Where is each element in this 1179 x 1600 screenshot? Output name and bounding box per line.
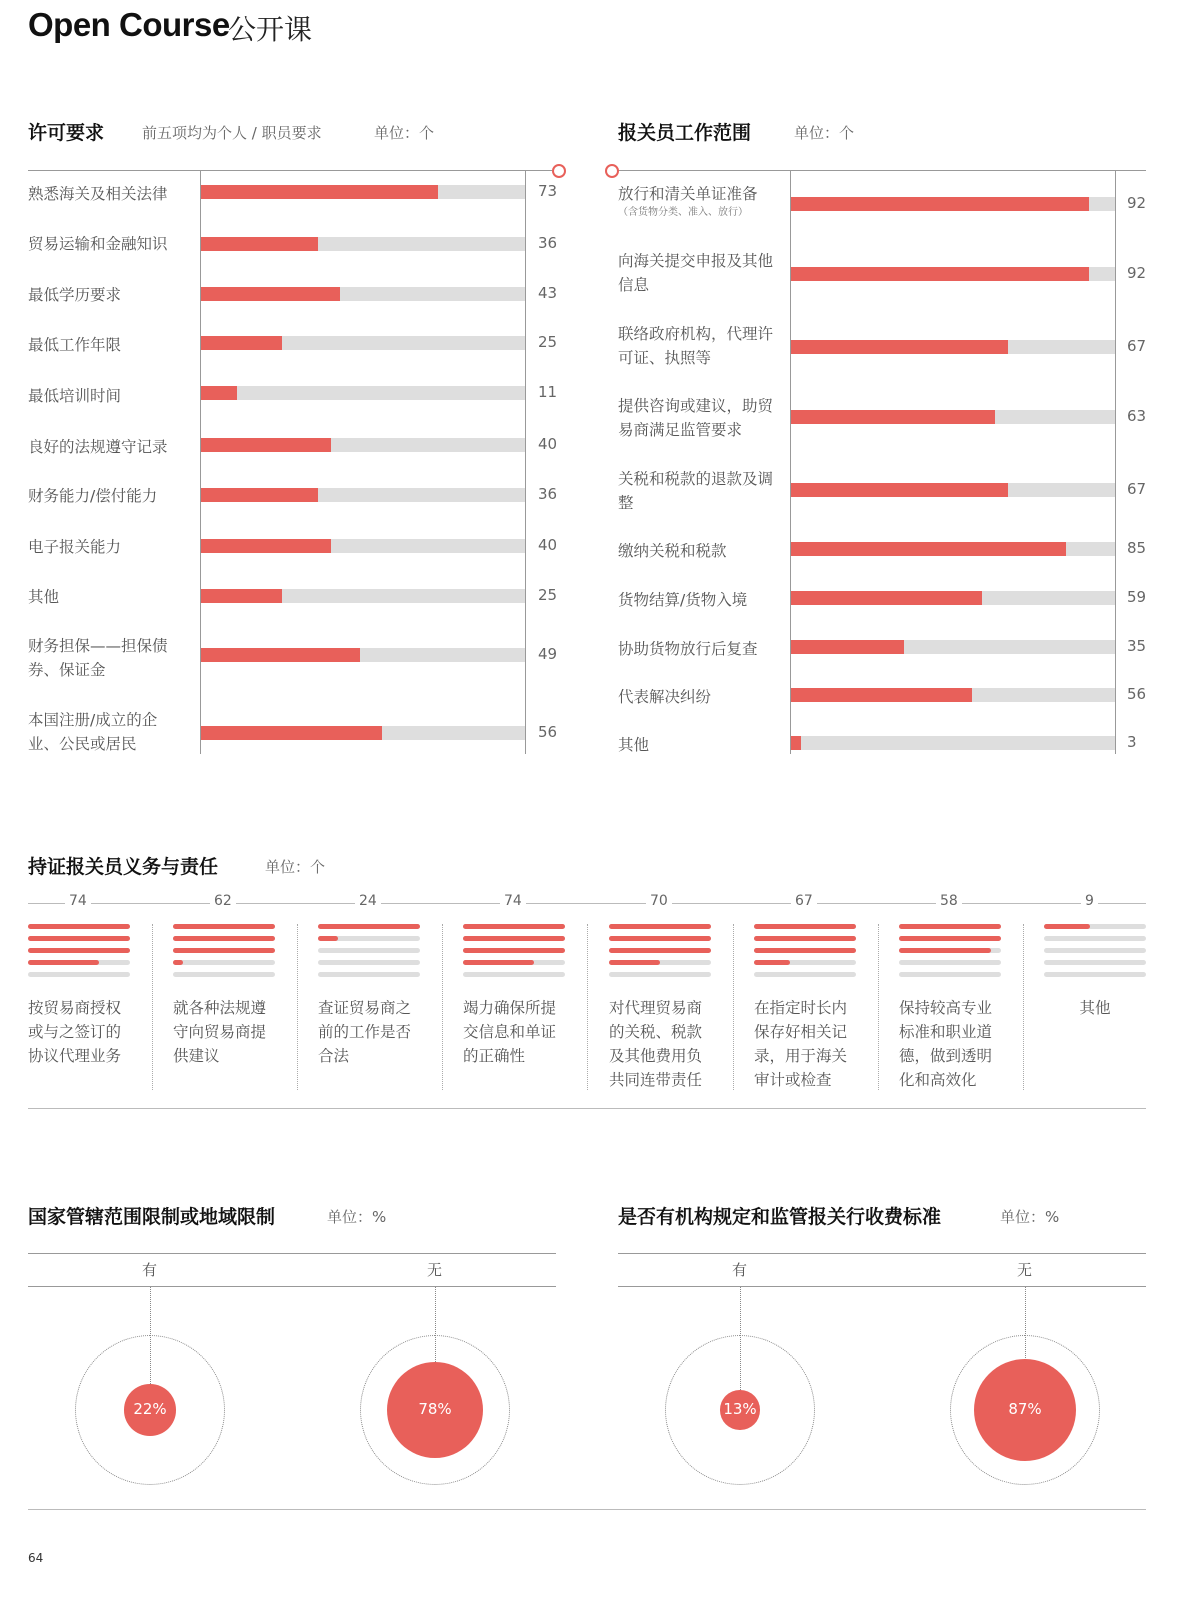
duty-bar [899,936,1001,941]
duty-bar [463,924,565,929]
scope-unit: 单位：个 [794,124,855,142]
duty-track [318,948,420,953]
bar [791,542,1066,556]
duty-track [28,972,130,977]
bar-label [28,283,188,307]
duty-count: 70 [646,893,672,909]
bar-label [618,539,778,563]
duty-bar [173,936,275,941]
duty-track [318,960,420,965]
duty-divider [733,924,734,1090]
bar-label-text: 向海关提交申报及其他信息 [618,252,774,294]
bar-value: 73 [538,182,558,200]
duty-bar [173,924,275,929]
duty-bottom-rule [28,1108,1146,1109]
duty-count: 9 [1081,893,1098,909]
bottom-rule [28,1509,1146,1510]
bar-label-text: 本国注册/成立的企业、公民或居民 [28,711,158,753]
duty-bar [754,936,856,941]
bar-label-text: 关税和税款的退款及调整 [618,470,774,512]
duty-bar [609,948,711,953]
bar-value: 67 [1127,480,1147,498]
duty-track [1044,936,1146,941]
bar-label [28,333,188,357]
duty-label: 其他 [1079,999,1111,1017]
duty-track [899,972,1001,977]
pie-percent: 78% [418,1400,452,1418]
bar-track [201,386,525,400]
bar [791,688,972,702]
jurisdiction-unit: 单位：% [327,1208,387,1226]
duty-count: 67 [791,893,817,909]
bar-label-text: 财务能力/偿付能力 [28,487,158,505]
bar-label-text: 协助货物放行后复查 [618,640,758,658]
bar [201,648,360,662]
scope-top-rule [618,170,1146,171]
bar-value: 35 [1127,637,1147,655]
pie-category: 有 [732,1261,748,1279]
duty-bar [28,936,130,941]
duty-divider [878,924,879,1090]
bar-value: 85 [1127,539,1147,557]
license-endpoint-marker [552,164,566,178]
bar [791,340,1008,354]
duty-track [463,972,565,977]
duty-track [899,960,1001,965]
license-unit: 单位：个 [374,124,435,142]
bar [791,736,801,750]
bar-label [28,384,188,408]
duty-bar [899,948,991,953]
bar-sublabel: （含货物分类、准入、放行） [618,207,748,218]
bar-label [28,634,188,682]
bar-value: 67 [1127,337,1147,355]
duty-label: 竭力确保所提交信息和单证的正确性 [463,999,557,1065]
duty-title: 持证报关员义务与责任 [28,856,219,878]
duty-bar [318,924,420,929]
bar-label [28,535,188,559]
bar [791,483,1008,497]
license-left-axis [200,170,201,754]
duty-unit: 单位：个 [265,858,326,876]
bar-value: 43 [538,284,558,302]
bar-label-text: 贸易运输和金融知识 [28,235,168,253]
bar [201,386,237,400]
bar-label-text: 最低学历要求 [28,286,122,304]
bar-value: 92 [1127,264,1147,282]
page-number: 64 [28,1551,44,1565]
duty-divider [442,924,443,1090]
scope-endpoint-marker [605,164,619,178]
bar [791,410,995,424]
license-right-axis [525,170,526,754]
duty-track [1044,972,1146,977]
bar-value: 56 [538,723,558,741]
duty-track [318,972,420,977]
scope-right-axis [1115,170,1116,754]
bar-value: 36 [538,234,558,252]
duty-bar [463,948,565,953]
duty-count: 24 [355,893,381,909]
bar-track [791,736,1115,750]
duty-bar [609,924,711,929]
bar-label [618,637,778,661]
bar-label-text: 其他 [28,588,60,606]
duty-divider [1023,924,1024,1090]
duty-bar [173,960,183,965]
duty-label: 对代理贸易商的关税、税款及其他费用负共同连带责任 [609,999,703,1089]
pie-category: 无 [1017,1261,1033,1279]
bar [201,287,340,301]
duty-count: 74 [500,893,526,909]
pie-header-rule [618,1286,1146,1287]
bar [201,336,282,350]
bar-label-text: 良好的法规遵守记录 [28,438,168,456]
duty-divider [297,924,298,1090]
bar-label-text: 最低培训时间 [28,387,122,405]
fee-title: 是否有机构规定和监管报关行收费标准 [618,1206,942,1228]
bar-label-text: 其他 [618,736,650,754]
duty-bar [463,960,534,965]
bar-label [28,585,188,609]
bar [201,726,382,740]
duty-top-rule [28,903,1146,904]
pie-percent: 87% [1008,1400,1042,1418]
duty-count: 62 [210,893,236,909]
bar-label-text: 提供咨询或建议，助贸易商满足监管要求 [618,397,774,439]
duty-label: 保持较高专业标准和职业道德，做到透明化和高效化 [899,999,993,1089]
bar-label-text: 熟悉海关及相关法律 [28,185,168,203]
duty-track [609,972,711,977]
duty-bar [1044,924,1090,929]
pie-top-rule [618,1253,1146,1254]
duty-track [1044,960,1146,965]
bar-label [618,322,778,370]
scope-left-axis [790,170,791,754]
duty-label: 就各种法规遵守向贸易商提供建议 [173,999,267,1065]
duty-bar [463,936,565,941]
license-title: 许可要求 [28,122,105,144]
bar-label-text: 货物结算/货物入境 [618,591,748,609]
bar [201,438,331,452]
duty-bar [318,936,338,941]
fee-unit: 单位：% [1000,1208,1060,1226]
bar-label [28,182,188,206]
duty-bar [754,960,790,965]
bar-value: 11 [538,383,558,401]
duty-bar [754,924,856,929]
bar-label [618,588,778,612]
bar [791,267,1089,281]
pie-top-rule [28,1253,556,1254]
pie-category: 无 [427,1261,443,1279]
bar-label [28,435,188,459]
duty-bar [899,924,1001,929]
bar [201,488,318,502]
duty-bar [609,936,711,941]
bar-label [618,685,778,709]
bar [791,591,982,605]
bar-label [618,249,778,297]
license-top-rule [28,170,552,171]
pie-header-rule [28,1286,556,1287]
scope-title: 报关员工作范围 [618,122,752,144]
duty-divider [152,924,153,1090]
bar [791,640,904,654]
bar-label [618,733,778,757]
duty-track [1044,948,1146,953]
bar-value: 40 [538,435,558,453]
bar-label [28,708,188,756]
duty-bar [173,948,275,953]
pie-percent: 22% [133,1400,167,1418]
duty-label: 查证贸易商之前的工作是否合法 [318,999,412,1065]
duty-bar [28,924,130,929]
bar-value: 92 [1127,194,1147,212]
bar-value: 59 [1127,588,1147,606]
duty-label: 在指定时长内保存好相关记录，用于海关审计或检查 [754,999,848,1089]
bar-value: 40 [538,536,558,554]
duty-bar [28,960,99,965]
bar-label [618,467,778,515]
bar-label-text: 最低工作年限 [28,336,122,354]
bar-value: 3 [1127,733,1137,751]
bar-label-text: 代表解决纠纷 [618,688,712,706]
bar [791,197,1089,211]
duty-track [754,972,856,977]
bar [201,185,438,199]
bar-value: 49 [538,645,558,663]
jurisdiction-title: 国家管辖范围限制或地域限制 [28,1206,276,1228]
bar-label-text: 缴纳关税和税款 [618,542,727,560]
duty-divider [587,924,588,1090]
duty-bar [609,960,660,965]
brand-subtitle: 公开课 [228,13,313,46]
bar [201,589,282,603]
duty-bar [28,948,130,953]
bar [201,539,331,553]
bar-label-text: 财务担保——担保债券、保证金 [28,637,168,679]
bar-label [618,182,778,220]
bar-label-text: 放行和清关单证准备 [618,185,758,203]
bar-label [618,394,778,442]
bar-label [28,484,188,508]
bar-value: 63 [1127,407,1147,425]
pie-category: 有 [142,1261,158,1279]
duty-track [173,960,275,965]
license-subtitle: 前五项均为个人 / 职员要求 [142,124,322,142]
duty-track [173,972,275,977]
bar-label [28,232,188,256]
bar-value: 25 [538,586,558,604]
bar-value: 25 [538,333,558,351]
duty-count: 74 [65,893,91,909]
bar [201,237,318,251]
brand-title: Open Course [28,6,230,43]
bar-value: 36 [538,485,558,503]
duty-bar [754,948,856,953]
bar-label-text: 电子报关能力 [28,538,122,556]
duty-label: 按贸易商授权或与之签订的协议代理业务 [28,999,122,1065]
pie-percent: 13% [723,1400,757,1418]
duty-count: 58 [936,893,962,909]
bar-value: 56 [1127,685,1147,703]
bar-label-text: 联络政府机构，代理许可证、执照等 [618,325,774,367]
